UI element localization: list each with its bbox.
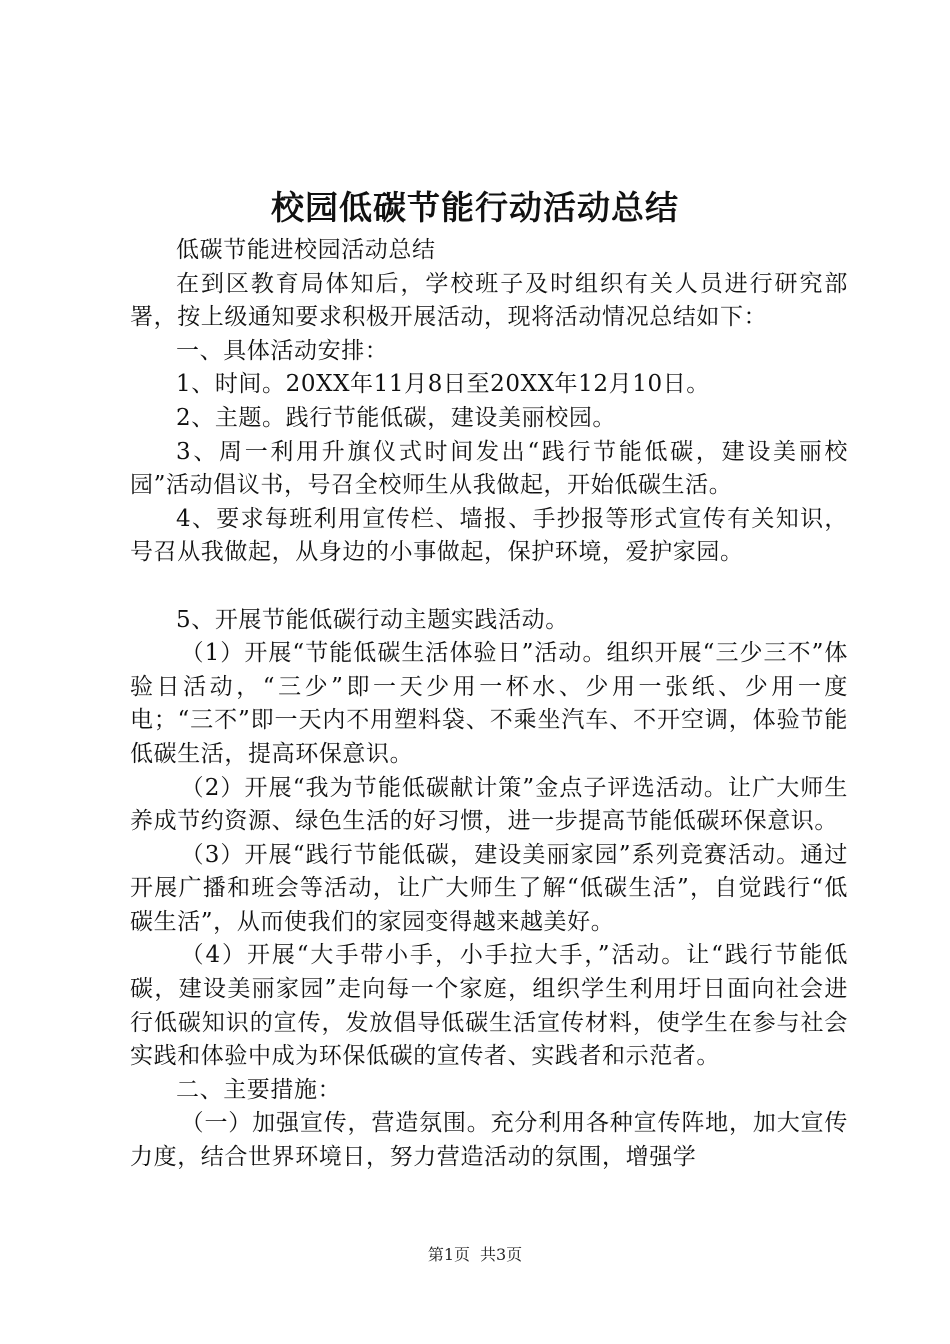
item-practice-activities: 5、开展节能低碳行动主题实践活动。 <box>176 606 569 633</box>
activity-1: （1）开展“节能低碳生活体验日”活动。组织开展“三少三不”体验日活动，“三少”即一天少用一杯水、少用一张纸、少用一度电；“三不”即一天内不用塑料袋、不乘坐汽车、不开空调，体验节能低碳生活，提高环保意识。 <box>130 640 848 767</box>
activity-3: （3）开展“践行节能低碳，建设美丽家园”系列竞赛活动。通过开展广播和班会等活动，让广大师生了解“低碳生活”，自觉践行“低碳生活”，从而使我们的家园变得越来越美好。 <box>130 841 848 935</box>
section-heading-measures: 二、主要措施： <box>176 1076 342 1103</box>
item-time: 1、时间。20XX年11月8日至20XX年12月10日。 <box>176 371 710 398</box>
activity-2: （2）开展“我为节能低碳献计策”金点子评选活动。让广大师生养成节约资源、绿色生活的好习惯，进一步提高节能低碳环保意识。 <box>130 774 848 835</box>
subtitle-paragraph: 低碳节能进校园活动总结 <box>176 237 436 263</box>
measure-1: （一）加强宣传，营造氛围。充分利用各种宣传阵地，加大宣传力度，结合世界环境日，努力营造活动的氛围，增强学 <box>130 1110 848 1171</box>
document-title: 校园低碳节能行动活动总结 <box>271 188 679 227</box>
item-publicity: 4、要求每班利用宣传栏、墙报、手抄报等形式宣传有关知识，号召从我做起，从身边的小事做起，保护环境，爱护家园。 <box>130 505 848 566</box>
page-number: 第1页 <box>427 1245 470 1264</box>
item-theme: 2、主题。践行节能低碳，建设美丽校园。 <box>176 404 617 431</box>
blank-line <box>130 570 848 604</box>
document-body <box>130 234 848 1175</box>
activity-4: （4）开展“大手带小手，小手拉大手，”活动。让“践行节能低碳，建设美丽家园”走向每一个家庭，组织学生利用圩日面向社会进行低碳知识的宣传，发放倡导低碳生活宣传材料，使学生在参与社会实践和体验中成为环保低碳的宣传者、实践者和示范者。 <box>130 942 848 1070</box>
page-total: 共3页 <box>480 1245 523 1264</box>
item-flag-ceremony: 3、周一利用升旗仪式时间发出“践行节能低碳，建设美丽校园”活动倡议书，号召全校师生从我做起，开始低碳生活。 <box>130 438 848 499</box>
intro-paragraph: 在到区教育局体知后，学校班子及时组织有关人员进行研究部署，按上级通知要求积极开展活动，现将活动情况总结如下： <box>130 270 848 331</box>
page-footer <box>0 1244 950 1266</box>
section-heading-arrangements: 一、具体活动安排： <box>176 337 389 364</box>
